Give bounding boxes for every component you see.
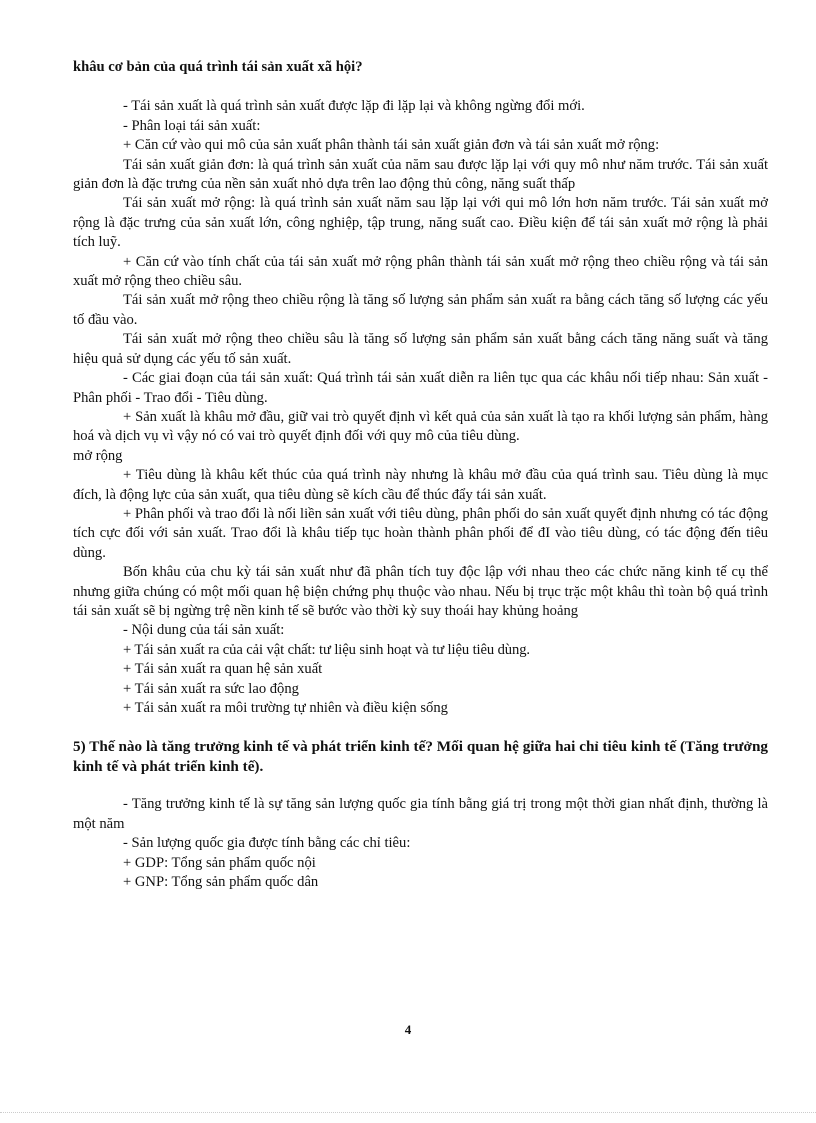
paragraph-nature-basis: + Căn cứ vào tính chất của tái sản xuất mở rộng phân thành tái sản xuất mở rộng theo chiều rộng và tái sản xuất mở rộng theo chiều sâu. <box>73 253 768 290</box>
question-heading-continued: khâu cơ bản của quá trình tái sản xuất xã hội? <box>73 59 363 75</box>
paragraph-simple-reproduction: Tái sản xuất giản đơn: là quá trình sản xuất của năm sau được lặp lại với quy mô như năm trước. Tái sản xuất giản đơn là đặc trưng của nền sản xuất nhỏ dựa trên lao động thủ công, năng suất thấp <box>73 156 768 193</box>
document-page <box>73 58 768 892</box>
list-item-labor-force: + Tái sản xuất ra sức lao động <box>123 680 299 697</box>
paragraph-depth-reproduction: Tái sản xuất mở rộng theo chiều sâu là tăng số lượng sản phẩm sản xuất bằng cách tăng năng suất và tăng hiệu quả sử dụng các yếu tố sản xuất. <box>73 331 768 367</box>
paragraph-four-stages: Bốn khâu của chu kỳ tái sản xuất như đã phân tích tuy độc lập với nhau theo các chức năng kinh tế cụ thể nhưng giữa chúng có một mối quan hệ biện chứng phụ thuộc vào nhau. Nếu bị trục trặc một khâu thì toàn bộ quá trình tái sản xuất sẽ bị ngừng trệ nền kinh tế sẽ bước vào thời kỳ suy thoái hay khủng hoảng <box>73 564 768 619</box>
paragraph-scale-basis: + Căn cứ vào qui mô của sản xuất phân thành tái sản xuất giản đơn và tái sản xuất mở rộng: <box>123 137 660 154</box>
paragraph-width-reproduction: Tái sản xuất mở rộng theo chiều rộng là tăng số lượng sản phẩm sản xuất ra bằng cách tăng số lượng các yếu tố đầu vào. <box>73 292 768 328</box>
paragraph-distribution-exchange: + Phân phối và trao đổi là nối liền sản xuất với tiêu dùng, phân phối do sản xuất quyết định nhưng có tác động tích cực đối với sản xuất. Trao đổi là khâu tiếp tục hoàn thành phân phối để đI vào tiêu dùng, có tác động đến tiêu dùng. <box>73 505 768 561</box>
footer-divider <box>0 1112 816 1113</box>
list-item-material-wealth: + Tái sản xuất ra của cải vật chất: tư liệu sinh hoạt và tư liệu tiêu dùng. <box>123 641 530 658</box>
paragraph-consumption: + Tiêu dùng là khâu kết thúc của quá trình này nhưng là khâu mở đầu của quá trình sau. Tiêu dùng là mục đích, là động lực của sản xuất, qua tiêu dùng sẽ kích cầu để thúc đẩy tái sản xuất. <box>73 467 768 503</box>
list-item-production-relations: + Tái sản xuất ra quan hệ sản xuất <box>123 661 323 678</box>
paragraph-classification: - Phân loại tái sản xuất: <box>123 117 261 134</box>
paragraph-content: - Nội dung của tái sản xuất: <box>123 622 285 639</box>
paragraph-national-output: - Sản lượng quốc gia được tính bằng các chỉ tiêu: <box>123 835 411 852</box>
list-item-gdp: + GDP: Tổng sản phẩm quốc nội <box>123 854 316 871</box>
list-item-environment: + Tái sản xuất ra môi trường tự nhiên và điều kiện sống <box>123 700 448 716</box>
page-number: 4 <box>404 1022 412 1037</box>
question-5-heading: 5) Thế nào là tăng trưởng kinh tế và phát triển kinh tế? Mối quan hệ giữa hai chỉ tiêu kinh tế (Tăng trưởng kinh tế và phát triển kinh tế). <box>73 738 768 776</box>
paragraph-fragment: mở rộng <box>73 447 123 464</box>
paragraph-stages: - Các giai đoạn của tái sản xuất: Quá trình tái sản xuất diễn ra liên tục qua các khâu nối tiếp nhau: Sản xuất - Phân phối - Trao đổi - Tiêu dùng. <box>73 370 768 406</box>
paragraph-production: + Sản xuất là khâu mở đầu, giữ vai trò quyết định vì kết quả của sản xuất là tạo ra khối lượng sản phẩm, hàng hoá và dịch vụ vì vậy nó có vai trò quyết định đối với quy mô của tiêu dùng. <box>73 408 768 445</box>
paragraph-definition: - Tái sản xuất là quá trình sản xuất được lặp đi lặp lại và không ngừng đổi mới. <box>123 98 585 115</box>
paragraph-extended-reproduction: Tái sản xuất mở rộng: là quá trình sản xuất năm sau lặp lại với qui mô lớn hơn năm trước. Tái sản xuất mở rộng là đặc trưng của sản xuất lớn, công nghiệp, tập trung, năng suất cao. Điều kiện để tái sản xuất mở rộng là phải tích luỹ. <box>73 195 768 251</box>
paragraph-growth-definition: - Tăng trưởng kinh tế là sự tăng sản lượng quốc gia tính bằng giá trị trong một thời gian nhất định, thường là một năm <box>73 796 768 832</box>
list-item-gnp: + GNP: Tổng sản phẩm quốc dân <box>123 874 319 891</box>
